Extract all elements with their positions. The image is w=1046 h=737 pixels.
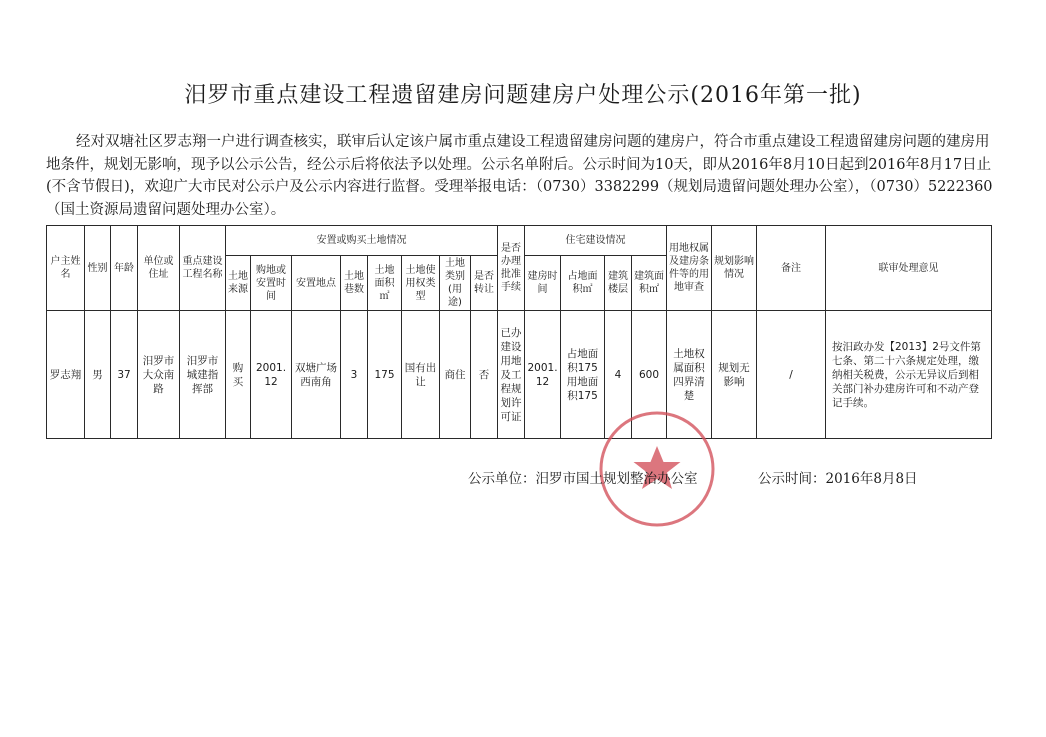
header-use-right-type: 土地使用权类型 (402, 256, 440, 311)
header-plot-count: 土地巷数 (341, 256, 368, 311)
header-planning-impact: 规划影响情况 (712, 226, 757, 311)
header-land-area: 土地面积㎡ (368, 256, 402, 311)
publisher-unit: 公示单位：汨罗市国土规划整治办公室 (468, 471, 698, 487)
announcement-table (46, 225, 992, 439)
cell-land-category: 商住 (440, 311, 471, 439)
header-build-time: 建房时间 (525, 256, 561, 311)
header-project-name: 重点建设工程名称 (180, 226, 226, 311)
cell-plot-count: 3 (341, 311, 368, 439)
header-owner-name: 户主姓名 (47, 226, 85, 311)
cell-build-time: 2001.12 (525, 311, 561, 439)
header-ownership-review: 用地权属及建房条件等的用地审查 (667, 226, 712, 311)
header-purchase-time: 购地或安置时间 (251, 256, 292, 311)
cell-approval: 已办建设用地及工程规划许可证 (498, 311, 525, 439)
header-joint-opinion: 联审处理意见 (826, 226, 992, 311)
intro-paragraph: 经对双塘社区罗志翔一户进行调查核实，联审后认定该户属市重点建设工程遗留建房问题的建房户，符合市重点建设工程遗留建房问题的建房用地条件，规划无影响，现予以公示公告，经公示后将依法予以处理。公示名单附后。公示时间为10天，即从2016年8月10日起到2016年8月17日止(不含节假日)，欢迎广大市民对公示户及公示内容进行监督。受理举报电话：（0730）3382299（规划局遗留问题处理办公室），（0730）5222360（国土资源局遗留问题处理办公室）。 (46, 134, 993, 218)
header-unit-address: 单位或住址 (138, 226, 180, 311)
cell-land-source: 购买 (226, 311, 251, 439)
cell-project-name: 汨罗市城建指挥部 (180, 311, 226, 439)
header-occupied-area: 占地面积㎡ (561, 256, 605, 311)
header-floors: 建筑楼层 (605, 256, 632, 311)
table-row (47, 311, 992, 439)
header-land-category: 土地类别(用途) (440, 256, 471, 311)
cell-purchase-time: 2001.12 (251, 311, 292, 439)
cell-joint-opinion: 按汨政办发【2013】2号文件第七条、第二十六条规定处理，缴纳相关税费，公示无异议后到相关部门补办建房许可和不动产登记手续。 (826, 311, 992, 439)
cell-floor-area: 600 (632, 311, 667, 439)
header-location: 安置地点 (292, 256, 341, 311)
page-title: 汨罗市重点建设工程遗留建房问题建房户处理公示(2016年第一批) (184, 83, 862, 108)
cell-use-right-type: 国有出让 (402, 311, 440, 439)
cell-land-area: 175 (368, 311, 402, 439)
cell-age: 37 (111, 311, 138, 439)
header-gender: 性别 (85, 226, 111, 311)
header-approval: 是否办理批准手续 (498, 226, 525, 311)
cell-gender: 男 (85, 311, 111, 439)
cell-owner-name: 罗志翔 (47, 311, 85, 439)
cell-remarks: / (757, 311, 826, 439)
header-age: 年龄 (111, 226, 138, 311)
header-remarks: 备注 (757, 226, 826, 311)
table-header-row (47, 226, 992, 256)
cell-ownership-review: 土地权属面积四界清楚 (667, 311, 712, 439)
publish-date: 公示时间：2016年8月8日 (758, 471, 918, 487)
cell-location: 双塘广场西南角 (292, 311, 341, 439)
header-floor-area: 建筑面积㎡ (632, 256, 667, 311)
cell-transferred: 否 (471, 311, 498, 439)
header-transferred: 是否转让 (471, 256, 498, 311)
header-land-group: 安置或购买土地情况 (226, 226, 498, 256)
cell-occupied-area: 占地面积175用地面积175 (561, 311, 605, 439)
header-housing-group: 住宅建设情况 (525, 226, 667, 256)
cell-unit-address: 汨罗市大众南路 (138, 311, 180, 439)
cell-floors: 4 (605, 311, 632, 439)
header-land-source: 土地来源 (226, 256, 251, 311)
cell-planning-impact: 规划无影响 (712, 311, 757, 439)
